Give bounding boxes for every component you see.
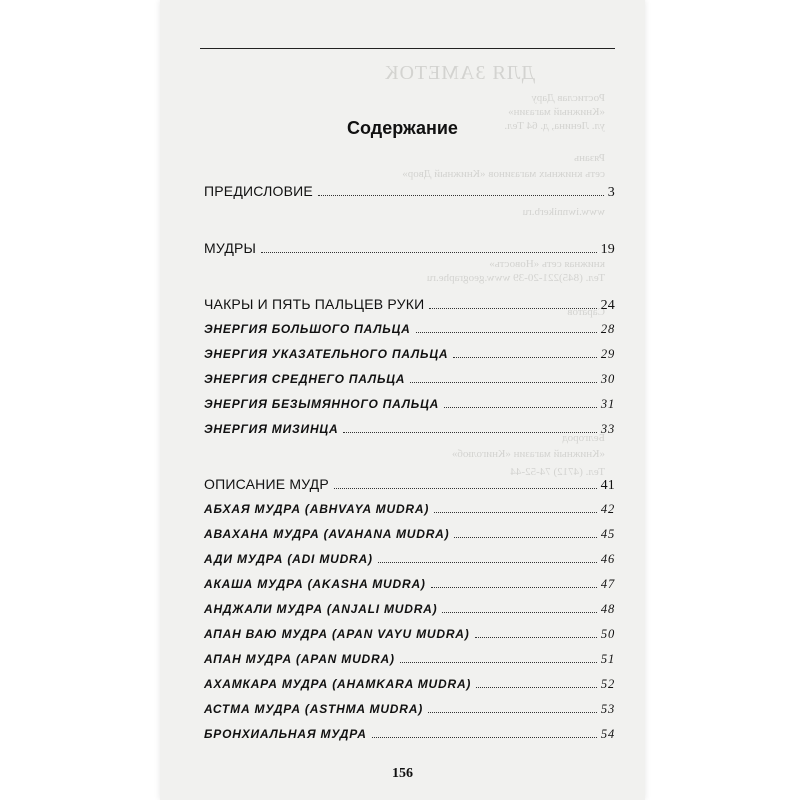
book-page: [160, 0, 645, 800]
toc-entry-page: 46: [600, 552, 615, 566]
toc-entry[interactable]: [204, 476, 615, 494]
toc-entry-label: АВАХАНА МУДРА (AVAHANA MUDRA): [204, 527, 450, 541]
dot-leader: [444, 407, 597, 408]
toc-entry-page: 48: [600, 602, 615, 616]
dot-leader: [428, 712, 597, 713]
ghost-line: Ростислав Дару: [531, 92, 605, 104]
toc-entry-page: 47: [600, 577, 615, 591]
toc-subentry[interactable]: [204, 702, 615, 717]
toc-subentry[interactable]: [204, 652, 615, 667]
toc-subentry[interactable]: [204, 422, 615, 437]
toc-entry-page: 29: [600, 347, 615, 361]
toc-entry-label: ЭНЕРГИЯ СРЕДНЕГО ПАЛЬЦА: [204, 372, 406, 386]
dot-leader: [400, 662, 597, 663]
ghost-line: www.iwnnikerb.ru: [522, 206, 605, 218]
toc-entry-label: АХАМКАРА МУДРА (AHAMKARA MUDRA): [204, 677, 472, 691]
dot-leader: [476, 687, 597, 688]
toc-entry-label: ПРЕДИСЛОВИЕ: [204, 183, 313, 199]
toc-entry-label: ЭНЕРГИЯ БОЛЬШОГО ПАЛЬЦА: [204, 322, 411, 336]
ghost-line: Тел. (845)221-20-39 www.geographe.ru: [426, 272, 605, 284]
toc-entry-page: 42: [600, 502, 615, 516]
ghost-line: Саратов: [567, 306, 605, 318]
toc-entry-page: 50: [600, 627, 615, 641]
ghost-title: ДЛЯ ЗАМЕТОК: [384, 62, 535, 84]
toc-subentry[interactable]: [204, 347, 615, 362]
dot-leader: [434, 512, 597, 513]
page-number: 156: [392, 766, 413, 781]
toc-entry[interactable]: [204, 240, 615, 258]
dot-leader: [378, 562, 597, 563]
toc-entry-page: 54: [600, 727, 615, 741]
toc-entry-label: АКАША МУДРА (AKASHA MUDRA): [204, 577, 426, 591]
ghost-line: Тел. (4712) 74-52-44: [510, 466, 605, 478]
toc-subentry[interactable]: [204, 372, 615, 387]
ghost-line: «Книжный магазин «Книголюб»: [451, 448, 605, 460]
toc-entry-label: АДИ МУДРА (ADI MUDRA): [204, 552, 373, 566]
toc-entry[interactable]: [204, 183, 615, 201]
toc-entry-label: АБХАЯ МУДРА (ABHVAYA MUDRA): [204, 502, 430, 516]
toc-subentry[interactable]: [204, 527, 615, 542]
toc-entry[interactable]: [204, 296, 615, 314]
toc-subentry[interactable]: [204, 397, 615, 412]
toc-entry-page: 28: [600, 322, 615, 336]
toc-entry-page: 51: [600, 652, 615, 666]
toc-subentry[interactable]: [204, 577, 615, 592]
dot-leader: [410, 382, 597, 383]
ghost-line: Белгород: [562, 432, 605, 444]
toc-entry-label: АСТМА МУДРА (ASTHMA MUDRA): [204, 702, 423, 716]
dot-leader: [318, 195, 604, 196]
toc-entry-label: ЭНЕРГИЯ МИЗИНЦА: [204, 422, 339, 436]
toc-entry-page: 24: [600, 298, 615, 313]
dot-leader: [416, 332, 597, 333]
toc-subentry[interactable]: [204, 627, 615, 642]
ghost-line: «Книжный магазин»: [508, 106, 605, 118]
dot-leader: [442, 612, 596, 613]
ghost-line: Рязань: [574, 152, 605, 164]
toc-subentry[interactable]: [204, 552, 615, 567]
toc-entry-page: 33: [600, 422, 615, 436]
header-rule: [200, 48, 615, 49]
dot-leader: [431, 587, 597, 588]
dot-leader: [453, 357, 597, 358]
toc-entry-label: ОПИСАНИЕ МУДР: [204, 476, 329, 492]
dot-leader: [372, 737, 597, 738]
ghost-line: книжная сеть «Новость»: [489, 258, 605, 270]
toc-entry-label: ЭНЕРГИЯ БЕЗЫМЯННОГО ПАЛЬЦА: [204, 397, 440, 411]
toc-entry-page: 30: [600, 372, 615, 386]
toc-entry-page: 52: [600, 677, 615, 691]
toc-subentry[interactable]: [204, 322, 615, 337]
toc-entry-page: 45: [600, 527, 615, 541]
ghost-line: сеть книжных магазинов «Книжный Двор»: [402, 168, 605, 180]
toc-entry-label: АПАН МУДРА (APAN MUDRA): [204, 652, 395, 666]
ghost-line: ул. Ленина, д. 64 Тел.: [504, 120, 605, 132]
toc-subentry[interactable]: [204, 727, 615, 742]
dot-leader: [454, 537, 596, 538]
toc-entry-label: АПАН ВАЮ МУДРА (APAN VAYU MUDRA): [204, 627, 470, 641]
toc-entry-label: ЧАКРЫ И ПЯТЬ ПАЛЬЦЕВ РУКИ: [204, 296, 425, 312]
toc-entry-label: АНДЖАЛИ МУДРА (ANJALI MUDRA): [204, 602, 438, 616]
dot-leader: [343, 432, 596, 433]
toc-entry-label: МУДРЫ: [204, 240, 257, 256]
toc-subentry[interactable]: [204, 677, 615, 692]
toc-entry-page: 53: [600, 702, 615, 716]
toc-entry-label: БРОНХИАЛЬНАЯ МУДРА: [204, 727, 367, 741]
toc-entry-page: 41: [600, 478, 615, 493]
toc-entry-page: 19: [600, 242, 615, 257]
dot-leader: [261, 252, 596, 253]
page-title: Содержание: [347, 118, 458, 138]
toc-entry-label: ЭНЕРГИЯ УКАЗАТЕЛЬНОГО ПАЛЬЦА: [204, 347, 449, 361]
dot-leader: [334, 488, 597, 489]
dot-leader: [429, 308, 596, 309]
toc-subentry[interactable]: [204, 602, 615, 617]
toc-entry-page: 31: [600, 397, 615, 411]
dot-leader: [475, 637, 597, 638]
toc-subentry[interactable]: [204, 502, 615, 517]
toc-entry-page: 3: [607, 185, 615, 200]
